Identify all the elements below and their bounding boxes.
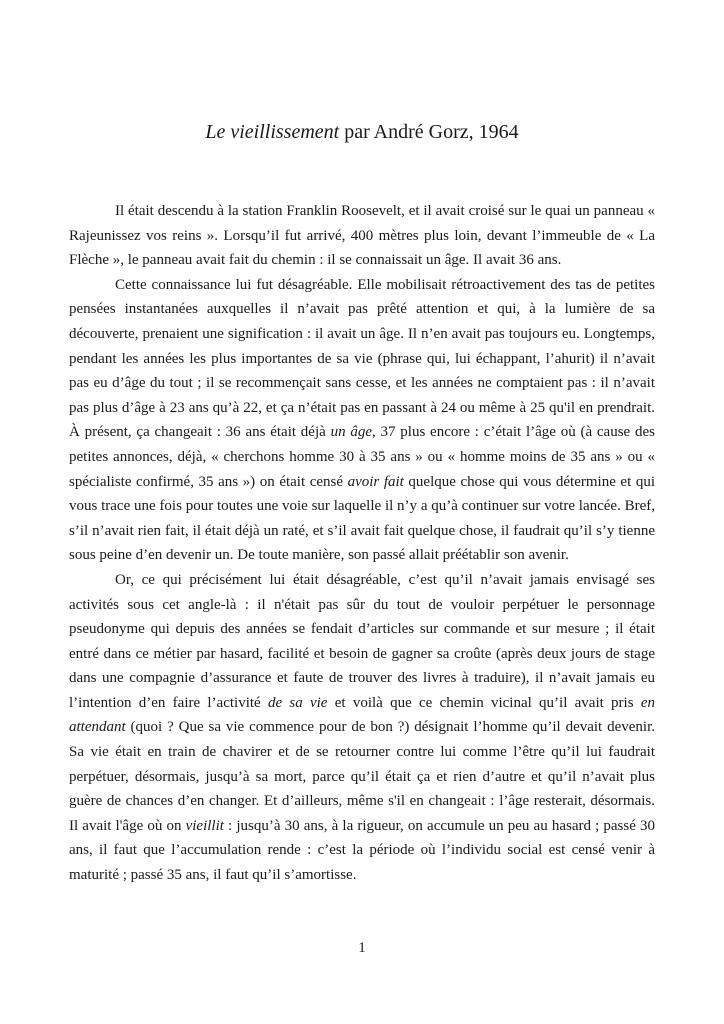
paragraph [69, 273, 655, 568]
title-byline: par André Gorz, 1964 [339, 121, 519, 143]
paragraph [69, 568, 655, 888]
text-run: et voilà que ce chemin vicinal qu’il avait pris [327, 694, 641, 711]
body-text [69, 199, 655, 888]
text-run: Il était descendu à la station Franklin Roosevelt, et il avait croisé sur le quai un panneau « Rajeunissez vos reins ». Lorsqu’il fut arrivé, 400 mètres plus loin, devant l’immeuble de « La Flèche », le panneau avait fait du chemin : il se connaissait un âge. Il avait 36 ans. [69, 203, 655, 269]
document-title [0, 119, 724, 145]
title-italic: Le vieillissement [205, 121, 340, 143]
italic-text-run: de sa vie [267, 694, 328, 711]
text-run: : jusqu’à 30 ans, à la rigueur, on accumule un peu au hasard ; passé 30 ans, il faut que l’accumulation rende : c’est la période où l’individu social est censé venir à maturité ; passé 35 ans, il faut qu’il s’amortisse. [69, 817, 655, 884]
text-run: quelque chose qui vous détermine et qui vous trace une fois pour toutes une voie sur laquelle il n’y a qu’à continuer sur votre lancée. Bref, s’il n’avait rien fait, il était déjà un raté, et s’il avait fait quelque chose, il faudrait qu’il s’y tienne sous peine d’en devenir un. De toute manière, son passé allait préétablir son avenir. [69, 473, 655, 564]
page-number: 1 [358, 940, 366, 956]
text-run: Or, ce qui précisément lui était désagréable, c’est qu’il n’avait jamais envisagé ses activités sous cet angle-là : il n'était pas sûr du tout de vouloir perpétuer le personnage pseudonyme qui depuis des années se fendait d’articles sur commande et sur mesure ; il était entré dans ce métier par hasard, facilité et besoin de gagner sa croûte (après deux jours de stage dans une compagnie d’assurance et faute de trouver des livres à traduire), il n’avait jamais eu l’intention d’en faire l’activité [69, 571, 655, 711]
paragraph [69, 199, 655, 273]
italic-text-run: en attendant [69, 694, 655, 736]
italic-text-run: un âge, [330, 424, 376, 441]
text-run: 37 plus encore : c’était l’âge où (à cause des petites annonces, déjà, « cherchons homme 30 à 35 ans » ou « homme moins de 35 ans » ou « spécialiste confirmé, 35 ans ») on était censé [69, 424, 655, 490]
text-run: (quoi ? Que sa vie commence pour de bon ?) désignait l’homme qu’il devait devenir. Sa vie était en train de chavirer et de se retourner contre lui comme l’être qu’il lui faudrait perpétuer, désormais, jusqu’à sa mort, parce qu’il était ça et rien d’autre et qu’il n’avait plus guère de chances d’en changer. Et d’ailleurs, même s'il en changeait : l’âge resterait, désormais. Il avait l'âge où on [69, 719, 655, 834]
italic-text-run: avoir fait [347, 473, 404, 490]
italic-text-run: vieillit [185, 817, 224, 834]
text-run: Cette connaissance lui fut désagréable. Elle mobilisait rétroactivement des tas de petites pensées instantanées auxquelles il n’avait pas prêté attention et qui, à la lumière de sa découverte, prenaient une signification : il avait un âge. Il n’en avait pas toujours eu. Longtemps, pendant les années les plus importantes de sa vie (phrase qui, lui échappant, l’ahurit) il n’avait pas eu d’âge du tout ; il se recommençait sans cesse, et les années ne comptaient pas : il n’avait pas plus d’âge à 23 ans qu’à 22, et ça n’était pas en passant à 24 ou même à 25 qu'il en prendrait. À présent, ça changeait : 36 ans était déjà [69, 276, 655, 441]
